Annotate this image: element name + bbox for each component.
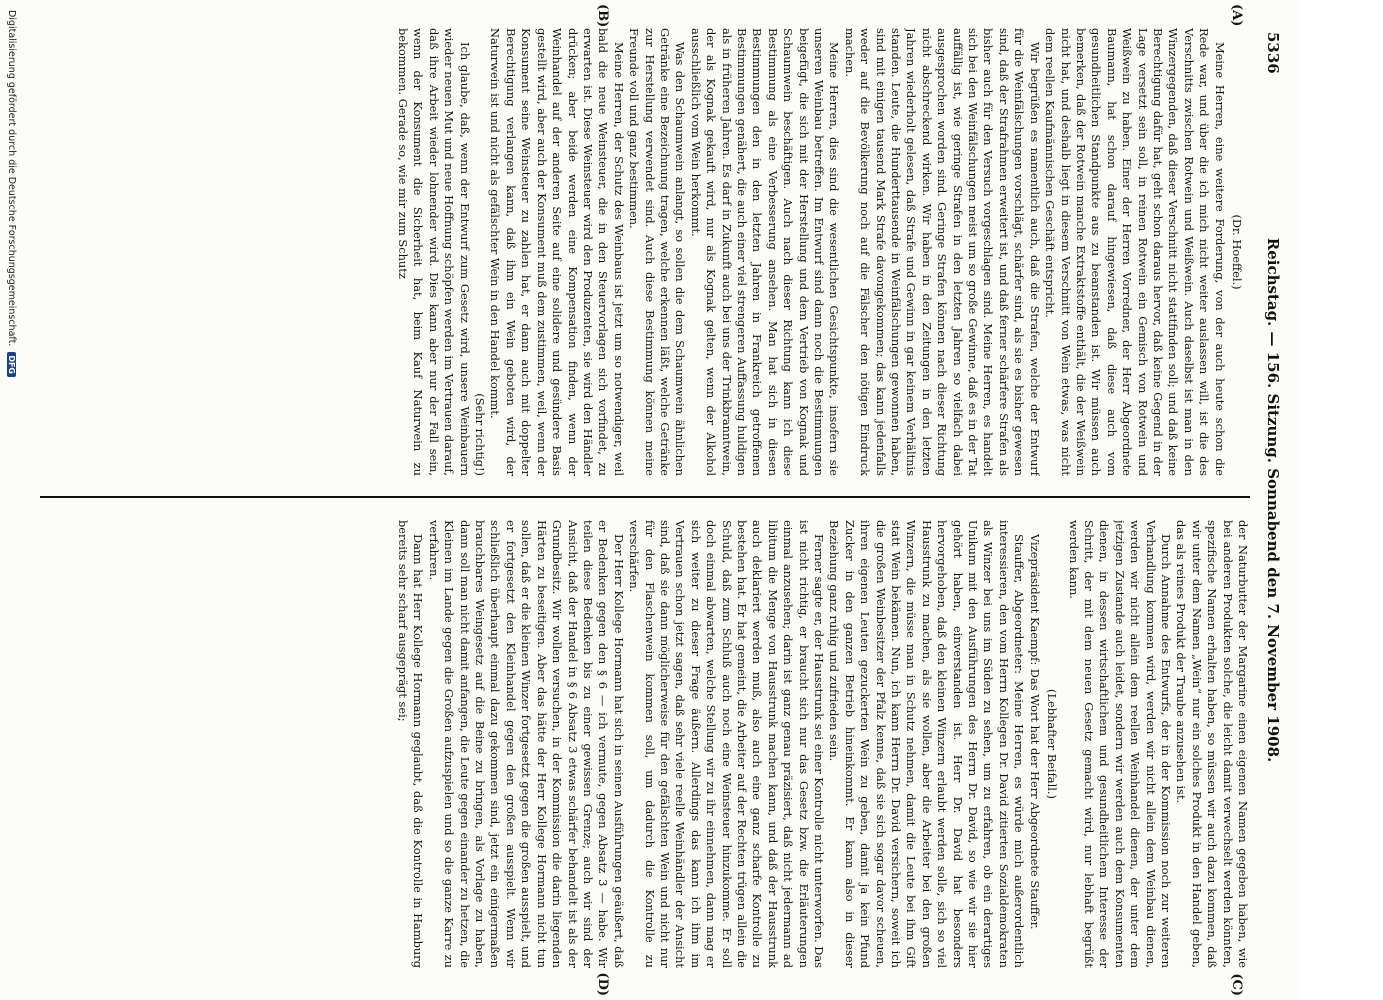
speaker-reference: (Dr. Hoeffel.) (1230, 214, 1244, 290)
page-title: Reichstag. — 156. Sitzung. Sonnabend den 7. November 1908. (1264, 237, 1282, 763)
applause-note: (Lebhafter Beifall.) (1045, 689, 1060, 799)
credit-text: Digitalisierung gefördert durch die Deutsche Forschungsgemeinschaft. (6, 10, 17, 347)
paragraph: Ich glaube, daß, wenn der Entwurf zum Gesetz wird, unsere Weinbauern wieder neuen Mut und neue Hoffnung schöpfen werden im Vertrauen darauf, daß ihre Arbeit wieder lohnender wird. Dies kann aber nur der Fall sein, wenn der Konsument die Sicherheit hat, beim Kauf Naturwein zu bekommen. Gerade so, wie mir zum Schutz (396, 28, 472, 476)
speaker-paragraph: Stauffer, Abgeordneter: Meine Herren, es würde mich außerordentlich interessieren, den vom Herrn Kollegen Dr. David zitierten Sozialdemokraten als Winzer bei uns im Süden zu sehen, um zu erfahren, ob ein derartiges Unikum mit den Ausführungen des Herrn Dr. David, so wie wir sie hier gehört haben, einverstanden ist. Herr Dr. David hat besonders hervorgehoben, daß den kleinen Winzern erlaubt werden solle, sich so viel Hausstrunk zu machen, als sie wollen, aber die Arbeiter bei den großen Winzern, die müsse man in Schutz nehmen, damit die Leute bei ihm Gift statt Wein bekämen. Nun, ich kann Herrn Dr. David versichern, soweit ich die großen Weinbesitzer der Pfalz kenne, daß sie sich sogar davor scheuen, ihren eigenen Leuten gezuckerten Wein zu geben, damit ja kein Pfund Zucker in den ganzen Betrieb hineinkommt. Er kann also in dieser Beziehung ganz ruhig und zufrieden sein. (827, 520, 1027, 968)
left-column (40, 28, 1250, 476)
paragraph: Der Herr Kollege Hormann hat sich in seinen Ausführungen geäußert, daß er Bedenken gegen den § 6 — ich vermute, gegen Absatz 3 — habe. Wir teilen diese Bedenken bis zu einer gewissen Grenze; auch wir sind der Ansicht, daß der Handel in § 6 Absatz 3 etwas schärfer behandelt ist als der Grundbesitz. Wir wollen versuchen, in der Kommission die darin liegenden Härten zu beseitigen. Aber das hätte der Herr Kollege Hormann nicht tun sollen, daß er die kleinen Winzer fortgesetzt gegen die großen ausspielt, und er fortgesetzt den Kleinhandel gegen den großen ausspielt. Wenn wir schließlich überhaupt einmal dazu gekommen sind, jetzt ein einigermaßen brauchbares Weingesetz auf die Beine zu bringen, als Vorlage zu haben, dann soll man nicht damit anfangen, die Leute gegen einander zu hetzen, die Kleinen im Lande gegen die Großen aufzuspielen und so die ganze Karre zu verfahren. (426, 520, 626, 968)
paragraph: Was den Schaumwein anlangt, so sollen die dem Schaumwein ähnlichen Getränke eine Bezeichnung tragen, welche erkennen läßt, welche Getränke zur Herstellung verwendet sind. Auch diese Bestimmung können meine Freunde voll und ganz bestimmen. (627, 28, 688, 476)
paragraph: Dann hat Herr Kollege Hormann geglaubt, daß die Kontrolle in Hamburg bereits sehr scharf ausgeprägt sei; (396, 520, 426, 968)
right-column (40, 520, 1250, 968)
paragraph: Ferner sagte er, der Hausstrunk sei einer Kontrolle nicht unterworfen. Das ist nicht richtig, er braucht sich nur das Gesetz bzw. die Erläuterungen einmal anzusehen; darin ist ganz genau präzisiert, daß nicht jedermann ad libitum die Menge von Hausstrunk machen kann, und daß der Hausstrunk auch deklariert werden muß, also auch eine ganz scharfe Kontrolle zu bestehen hat. Er hat gemeint, die Arbeiter auf der Rechten trügen allein die Schuld, daß zum Schluß auch noch eine Weinsteuer hinzukomme. Er soll doch einmal abwarten, welche Stellung wir zu ihr einnehmen, dann mag er sich weiter zu dieser Frage äußern. Allerdings das kann ich ihm im Vertrauen schon jetzt sagen, daß sehr viele reelle Weinhändler der Ansicht sind, daß sie dann möglicherweise für den gefälschten Wein und nicht nur für den Flaschenwein kommen soll, um dadurch die Kontrolle zu verschärfen. (627, 520, 827, 968)
dfg-logo-icon: DFG (7, 352, 16, 377)
paragraph: Meine Herren, eine weitere Forderung, von der auch heute schon die Rede war, und über die ich mich nicht weiter auslassen will, ist die des Verschnitts zwischen Rotwein und Weißwein. Auch daselbst ist man in den Winzergegenden, daß dieser Verschnitt nicht stattfinden soll; und daß keine Berechtigung dafür hat, geht schon daraus hervor, daß keine Gegend in der Lage versetzt sein soll, in reinen Rotwein ein Gemisch von Rotwein und Weißwein zu haben. Einer der Herren Vorredner, der Herr Abgeordnete Baumann, hat schon darauf hingewiesen, daß diese auch vom gesundheitlichen Standpunkte aus zu beanstanden ist. Wir müssen auch bemerken, daß der Rotwein manche Extraktstoffe enthält, die der Weißwein nicht hat, und deshalb liegt in diesem Verschnitt von Wein etwas, was nicht dem reellen Kaufmännischen Geschäft entspricht. (1043, 28, 1227, 476)
page-number: 5336 (1264, 32, 1282, 74)
vice-president-line: Vizepräsident Kaempf: Das Wort hat der Herr Abgeordnete Stauffer. (1027, 534, 1042, 930)
margin-mark-b: (B) (595, 4, 610, 28)
digitization-credit (6, 10, 17, 377)
paragraph: der Naturbutter der Margarine einen eigenen Namen gegeben haben, wie bei anderen Produkten solche, die leicht damit verwechselt werden könnten, spezifische Namen erhalten haben, so müssen wir auch dazu kommen, daß wir unter dem Namen „Wein“ nur ein solches Produkt in den Handel geben, das als reines Produkt der Traube anzusehen ist. (1174, 520, 1250, 968)
margin-mark-d: (D) (595, 972, 610, 996)
interjection: (Sehr richtig!) (473, 393, 488, 476)
margin-mark-a: (A) (1229, 4, 1244, 27)
paragraph: Wir begrüßen es namentlich auch, daß die Strafen, welche der Entwurf für die Weinfälschungen vorschlägt, schärfer sind, als sie es bisher gewesen sind, daß der Strafrahmen erweitert ist, und daß ferner schärfere Strafen als bisher auch für den Versuch vorgeschlagen sind. Meine Herren, es handelt sich bei den Weinfälschungen meist um so große Gewinne, daß es in der Tat auffällig ist, wie geringe Strafen in den letzten Jahren so vielfach dabei ausgesprochen worden sind. Geringe Strafen können nach dieser Richtung nicht abschreckend wirken. Wir haben in den Zeitungen in den letzten Jahren wiederholt gelesen, daß Strafe und Gewinn in gar keinem Verhältnis standen. Leute, die Hunderttausende in Weinfälschungen gewonnen haben, sind mit einigen tausend Mark Strafe davongekommen; das kann jedenfalls weder auf die Bevölkerung noch auf die Fälscher den nötigen Eindruck machen. (842, 28, 1042, 476)
column-divider (40, 496, 1250, 498)
paragraph: Meine Herren, der Schutz des Weinbaus ist jetzt um so notwendiger, weil bald die neue Weinsteuer, die in den Steuervorlagen sich vorfindet, zu erwarten ist. Diese Weinsteuer wird den Produzenten, sie wird den Händler drücken; aber beide werden eine Kompensation finden, wenn der Weinhandel auf der anderen Seite auf eine solidere und gesündere Basis gestellt wird, aber auch der Konsument muß dem zustimmen, weil, wenn der Konsument seine Weinsteuer zu zahlen hat, er dann auch mit doppelter Berechtigung verlangen kann, daß ihm ein Wein geboten wird, der Naturwein ist und nicht als gefälschter Wein in den Handel kommt. (488, 28, 626, 476)
paragraph: Meine Herren, dies sind die wesentlichen Gesichtspunkte, insofern sie unseren Weinbau betreffen. Im Entwurf sind dann noch die Bestimmungen beigefügt, die sich mit der Herstellung und dem Vertrieb von Kognak und Schaumwein beschäftigen. Auch nach dieser Richtung kann ich diese Bestimmung als eine Verbesserung ansehen. Man hat sich in diesen Bestimmungen den in den letzten Jahren in Frankreich getroffenen Bestimmungen genähert, die auch einer viel strengeren Auffassung huldigen als in früheren Jahren. Es darf in Zukunft auch bei uns der Trinkbranntwein, der als Kognak gekauft wird, nur als Kognak gelten, wenn der Alkohol ausschließlich vom Wein herkommt. (688, 28, 842, 476)
page-header (1258, 32, 1282, 968)
margin-mark-c: (C) (1229, 973, 1244, 996)
paragraph: Durch Annahme des Entwurfs, der in der Kommission noch zur weiteren Verhandlung kommen wird, werden wir nicht allein dem Weinbau dienen, werden wir nicht allein dem reellen Weinhandel dienen, der unter dem jetzigen Zustande auch leidet, sondern wir werden auch dem Konsumenten dienen, in dessen wirtschaftlichem und gesundheitlichem Interesse der Schritt, der mit dem neuen Gesetz gemacht wird, nur lebhaft begrüßt werden kann. (1066, 520, 1173, 968)
